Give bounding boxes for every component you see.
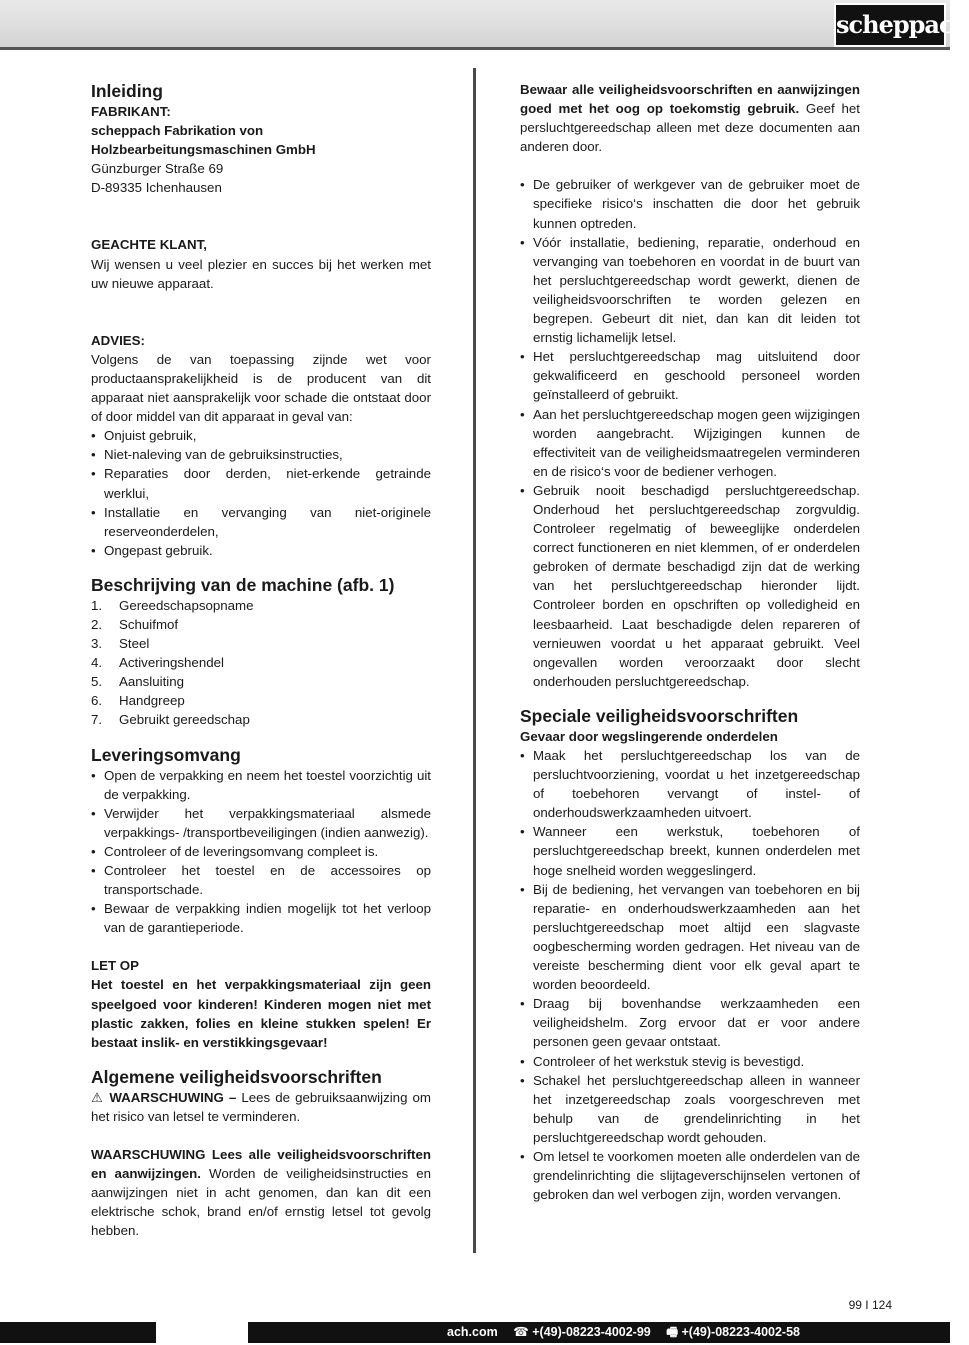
list-item: • Gebruik nooit beschadigd persluchtgereedschap. Onderhoud het persluchtgereedschap zorgvuldig. Controleer regelmatig of beweeglijke onderdelen correct functioneren en niet klemmen, of er onderdelen gebroken of dermate beschadigd zijn dat de werking van het persluchtgereedschap hieronder lijdt. Controleer borden en opschriften op volledigheid en leesbaarheid. Laat beschadigde delen repareren of vernieuwen voordat u het apparaat gebruikt. Veel ongevallen worden veroorzaakt door slecht onderhouden persluchtgereedschap. xyxy=(520,481,860,691)
list-item: • Controleer of het werkstuk stevig is bevestigd. xyxy=(520,1052,860,1071)
item-label: Gebruikt gereedschap xyxy=(119,712,250,728)
page-number: 99 I 124 xyxy=(848,1298,892,1312)
address-street: Günzburger Straße 69 xyxy=(91,161,224,177)
list-item xyxy=(91,653,431,672)
warning-triangle-icon: ⚠ xyxy=(91,1089,105,1105)
list-item xyxy=(91,672,431,691)
list-item xyxy=(91,634,431,653)
list-item: • Open de verpakking en neem het toestel voorzichtig uit de verpakking. xyxy=(91,766,431,804)
item-label: Schuifmof xyxy=(119,616,179,632)
item-number: 5. xyxy=(91,674,103,690)
warning-2-bold: WAARSCHUWING Lees alle veiligheidsvoorschriften en aanwijzingen. xyxy=(91,1147,431,1182)
list-item: • Verwijder het verpakkingsmateriaal alsmede verpakkings- /transportbeveiligingen (indien aanwezig). xyxy=(91,804,431,842)
special-subtitle: Gevaar door wegslingerende onderdelen xyxy=(520,728,778,744)
customer-heading: GEACHTE KLANT, xyxy=(91,237,207,253)
list-item: • Maak het persluchtgereedschap los van de persluchtvoorziening, voordat u het inzetgereedschap of toebehoren vervangt of instel- of onderhoudswerkzaamheden uitvoert. xyxy=(520,746,860,822)
right-column xyxy=(520,80,860,1204)
warning-paragraph xyxy=(91,1088,431,1126)
list-item xyxy=(91,710,431,729)
advice-heading: ADVIES: xyxy=(91,332,145,348)
footer-phone: ☎ +(49)-08223-4002-99 xyxy=(513,1325,651,1339)
list-item: • Controleer het toestel en de accessoires op transportschade. xyxy=(91,861,431,899)
keep-instructions-bold: Bewaar alle veiligheidsvoorschriften en aanwijzingen goed met het oog op toekomstig gebruik. xyxy=(520,82,860,117)
keep-instructions-paragraph xyxy=(520,80,860,156)
item-number: 2. xyxy=(91,616,103,632)
list-item: • Niet-naleving van de gebruiksinstructies, xyxy=(91,445,431,464)
section-title-general: Algemene veiligheidsvoorschriften xyxy=(91,1066,382,1087)
item-number: 7. xyxy=(91,712,103,728)
list-item: • Het persluchtgereedschap mag uitsluitend door gekwalificeerd en geschoold personeel worden geïnstalleerd of gebruikt. xyxy=(520,347,860,404)
column-divider xyxy=(473,68,476,1253)
keep-instructions-text: Geef het persluchtgereedschap alleen met deze documenten aan anderen door. xyxy=(520,101,860,155)
brand-logo: scheppach xyxy=(834,3,946,47)
scope-list xyxy=(91,766,431,938)
footer-white-block xyxy=(156,1322,248,1343)
machine-parts-list xyxy=(91,596,431,730)
special-safety-list xyxy=(520,746,860,1204)
item-number: 3. xyxy=(91,636,103,652)
list-item: • Ongepast gebruik. xyxy=(91,541,431,560)
list-item: • Aan het persluchtgereedschap mogen geen wijzigingen worden aangebracht. Wijzigingen kunnen de effectiviteit van de veiligheidsmaatregelen verminderen en de risico‘s voor de bediener verhogen. xyxy=(520,405,860,481)
header-band xyxy=(0,0,969,50)
company-line-1: scheppach Fabrikation von xyxy=(91,123,264,139)
list-item: • Om letsel te voorkomen moeten alle onderdelen van de grendelinrichting die slijtageverschijnselen vertonen of gebroken dan wel verbogen zijn, worden vervangen. xyxy=(520,1147,860,1204)
letop-text: Het toestel en het verpakkingsmateriaal zijn geen speelgoed voor kinderen! Kinderen mogen niet met plastic zakken, folies en kleine stukken spelen! Er bestaat inslik- en verstikkingsgevaar! xyxy=(91,977,431,1050)
warning-2-text: Worden de veiligheidsinstructies en aanwijzingen niet in acht genomen, dan kan dit een elektrische schok, brand en/of ernstig letsel tot gevolg hebben. xyxy=(91,1166,431,1239)
manufacturer-label: FABRIKANT: xyxy=(91,104,171,119)
advice-text: Volgens de van toepassing zijnde wet voor productaansprakelijkheid is de producent van dit apparaat niet aansprakelijk voor schade die ontstaat door of door middel van dit apparaat in geval van: xyxy=(91,351,431,425)
section-title-machine: Beschrijving van de machine (afb. 1) xyxy=(91,574,395,595)
list-item: • Installatie en vervanging van niet-originele reserveonderdelen, xyxy=(91,503,431,541)
list-item xyxy=(91,615,431,634)
item-number: 4. xyxy=(91,655,103,671)
left-column xyxy=(91,80,431,1241)
list-item: • Wanneer een werkstuk, toebehoren of persluchtgereedschap breekt, kunnen onderdelen met hoge snelheid worden weggeslingerd. xyxy=(520,822,860,879)
item-label: Aansluiting xyxy=(119,674,185,690)
section-title-scope: Leveringsomvang xyxy=(91,744,241,765)
list-item: • Onjuist gebruik, xyxy=(91,426,431,445)
list-item: • Schakel het persluchtgereedschap alleen in wanneer het inzetgereedschap zoals voorgeschreven met behulp van de grendelinrichting in het persluchtgereedschap wordt gehouden. xyxy=(520,1071,860,1147)
advice-list xyxy=(91,426,431,560)
warning-text: Lees de gebruiksaanwijzing om het risico van letsel te verminderen. xyxy=(91,1089,431,1124)
section-title-intro: Inleiding xyxy=(91,81,163,101)
general-safety-list xyxy=(520,175,860,691)
item-number: 6. xyxy=(91,693,103,709)
customer-text: Wij wensen u veel plezier en succes bij het werken met uw nieuwe apparaat. xyxy=(91,256,431,291)
list-item: • Bewaar de verpakking indien mogelijk tot het verloop van de garantieperiode. xyxy=(91,899,431,937)
item-number: 1. xyxy=(91,597,103,613)
list-item: • Draag bij bovenhandse werkzaamheden een veiligheidshelm. Zorg ervoor dat er voor andere personen geen gevaar ontstaat. xyxy=(520,994,860,1051)
address-city: D-89335 Ichenhausen xyxy=(91,180,222,196)
warning-paragraph-2 xyxy=(91,1145,431,1240)
item-label: Gereedschapsopname xyxy=(119,597,254,613)
warning-label: WAARSCHUWING – xyxy=(109,1089,237,1105)
item-label: Activeringshendel xyxy=(119,655,224,671)
item-label: Steel xyxy=(119,636,150,652)
footer-website[interactable]: ach.com xyxy=(447,1325,498,1339)
list-item: • Controleer of de leveringsomvang compleet is. xyxy=(91,842,431,861)
list-item: • De gebruiker of werkgever van de gebruiker moet de specifieke risico‘s inschatten die door het gebruik kunnen optreden. xyxy=(520,175,860,232)
footer-contact xyxy=(435,1322,800,1343)
list-item xyxy=(91,691,431,710)
footer-bar xyxy=(0,1322,950,1343)
company-line-2: Holzbearbeitungsmaschinen GmbH xyxy=(91,142,316,158)
list-item xyxy=(91,596,431,615)
footer-fax: 🖷 +(49)-08223-4002-58 xyxy=(666,1325,800,1339)
list-item: • Reparaties door derden, niet-erkende getrainde werklui, xyxy=(91,464,431,502)
list-item: • Bij de bediening, het vervangen van toebehoren en bij reparatie- en onderhoudswerkzaamheden aan het persluchtgereedschap moet altijd een slagvaste oogbescherming worden gedragen. Het niveau van de vereiste bescherming dient voor elk geval apart te worden beoordeeld. xyxy=(520,880,860,995)
item-label: Handgreep xyxy=(119,693,185,709)
section-title-special: Speciale veiligheidsvoorschriften xyxy=(520,705,799,726)
list-item: • Vóór installatie, bediening, reparatie, onderhoud en vervanging van toebehoren en voordat in de buurt van het persluchtgereedschap wordt gewerkt, dienen de veiligheidsvoorschriften te worden gelezen en begrepen. Gebeurt dit niet, dan kan dit leiden tot ernstig lichamelijk letsel. xyxy=(520,233,860,348)
letop-heading: LET OP xyxy=(91,958,140,974)
